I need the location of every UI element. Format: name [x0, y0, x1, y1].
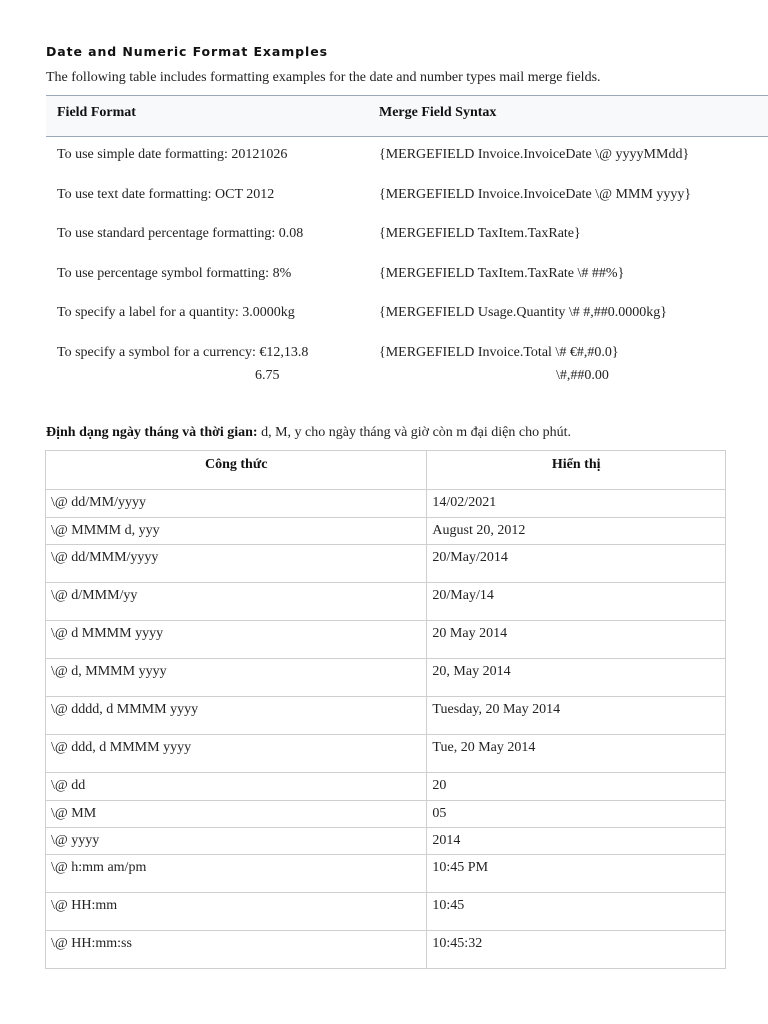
field-format-cell: To specify a symbol for a currency: €12,13.8 [57, 344, 309, 360]
column-header-formula: Công thức [46, 451, 427, 490]
display-cell: 20/May/2014 [427, 545, 726, 583]
table-row [46, 256, 768, 296]
display-cell: 2014 [427, 828, 726, 855]
formula-cell: \@ HH:mm [46, 893, 427, 931]
date-format-table [45, 450, 726, 969]
display-cell: Tue, 20 May 2014 [427, 735, 726, 773]
merge-field-syntax-cell: {MERGEFIELD Invoice.InvoiceDate \@ MMM yyyy} [379, 186, 692, 202]
table-row [46, 621, 726, 659]
display-cell: 14/02/2021 [427, 490, 726, 518]
table-row [46, 177, 768, 217]
formula-cell: \@ yyyy [46, 828, 427, 855]
table-row [46, 931, 726, 969]
table-row [46, 295, 768, 335]
table-row [46, 545, 726, 583]
merge-field-table [46, 95, 768, 395]
formula-cell: \@ d MMMM yyyy [46, 621, 427, 659]
formula-cell: \@ d, MMMM yyyy [46, 659, 427, 697]
merge-field-syntax-cell: {MERGEFIELD Usage.Quantity \# #,##0.0000kg} [379, 305, 667, 320]
table-row [46, 735, 726, 773]
table-row [46, 659, 726, 697]
column-header-field-format: Field Format [57, 105, 136, 120]
formula-cell: \@ MMMM d, yyy [46, 518, 427, 545]
field-format-cell: To use percentage symbol formatting: 8% [57, 265, 292, 281]
date-time-format-note [46, 425, 571, 441]
formula-cell: \@ dd/MMM/yyyy [46, 545, 427, 583]
section-heading: Date and Numeric Format Examples [46, 44, 328, 59]
table-row [46, 583, 726, 621]
formula-cell: \@ h:mm am/pm [46, 855, 427, 893]
display-cell: Tuesday, 20 May 2014 [427, 697, 726, 735]
table-row [46, 697, 726, 735]
display-cell: 10:45 [427, 893, 726, 931]
formula-cell: \@ dddd, d MMMM yyyy [46, 697, 427, 735]
formula-cell: \@ MM [46, 801, 427, 828]
field-format-cell-wrap: 6.75 [255, 367, 280, 383]
formula-cell: \@ d/MMM/yy [46, 583, 427, 621]
column-header-merge-field-syntax: Merge Field Syntax [379, 105, 497, 120]
table-row [46, 855, 726, 893]
field-format-cell: To use text date formatting: OCT 2012 [57, 186, 275, 202]
note-text: d, M, y cho ngày tháng và giờ còn m đại diện cho phút. [257, 425, 571, 440]
display-cell: 20/May/14 [427, 583, 726, 621]
table-row [46, 801, 726, 828]
table-row [46, 518, 726, 545]
table-row [46, 893, 726, 931]
display-cell: 20 [427, 773, 726, 801]
table-row [46, 490, 726, 518]
formula-cell: \@ ddd, d MMMM yyyy [46, 735, 427, 773]
table-header-row [46, 95, 768, 137]
merge-field-syntax-cell-wrap: \#,##0.00 [556, 367, 609, 383]
formula-cell: \@ dd [46, 773, 427, 801]
note-label: Định dạng ngày tháng và thời gian: [46, 425, 258, 440]
field-format-cell: To specify a label for a quantity: 3.0000kg [57, 305, 295, 320]
merge-field-syntax-cell: {MERGEFIELD TaxItem.TaxRate \# ##%} [379, 265, 625, 281]
formula-cell: \@ HH:mm:ss [46, 931, 427, 969]
display-cell: 10:45 PM [427, 855, 726, 893]
table-row [46, 216, 768, 256]
display-cell: 20, May 2014 [427, 659, 726, 697]
formula-cell: \@ dd/MM/yyyy [46, 490, 427, 518]
display-cell: 05 [427, 801, 726, 828]
table-row [46, 773, 726, 801]
display-cell: 10:45:32 [427, 931, 726, 969]
merge-field-syntax-cell: {MERGEFIELD Invoice.Total \# €#,#0.0} [379, 344, 619, 360]
merge-field-syntax-cell: {MERGEFIELD TaxItem.TaxRate} [379, 226, 581, 241]
display-cell: August 20, 2012 [427, 518, 726, 545]
table-row [46, 335, 768, 395]
display-cell: 20 May 2014 [427, 621, 726, 659]
table-header-row [46, 451, 726, 490]
field-format-cell: To use simple date formatting: 20121026 [57, 147, 288, 162]
intro-paragraph: The following table includes formatting examples for the date and number types mail merge fields. [46, 70, 601, 85]
column-header-display: Hiển thị [427, 451, 726, 490]
table-row [46, 137, 768, 177]
table-row [46, 828, 726, 855]
merge-field-syntax-cell: {MERGEFIELD Invoice.InvoiceDate \@ yyyyMMdd} [379, 147, 690, 162]
field-format-cell: To use standard percentage formatting: 0.08 [57, 226, 304, 241]
